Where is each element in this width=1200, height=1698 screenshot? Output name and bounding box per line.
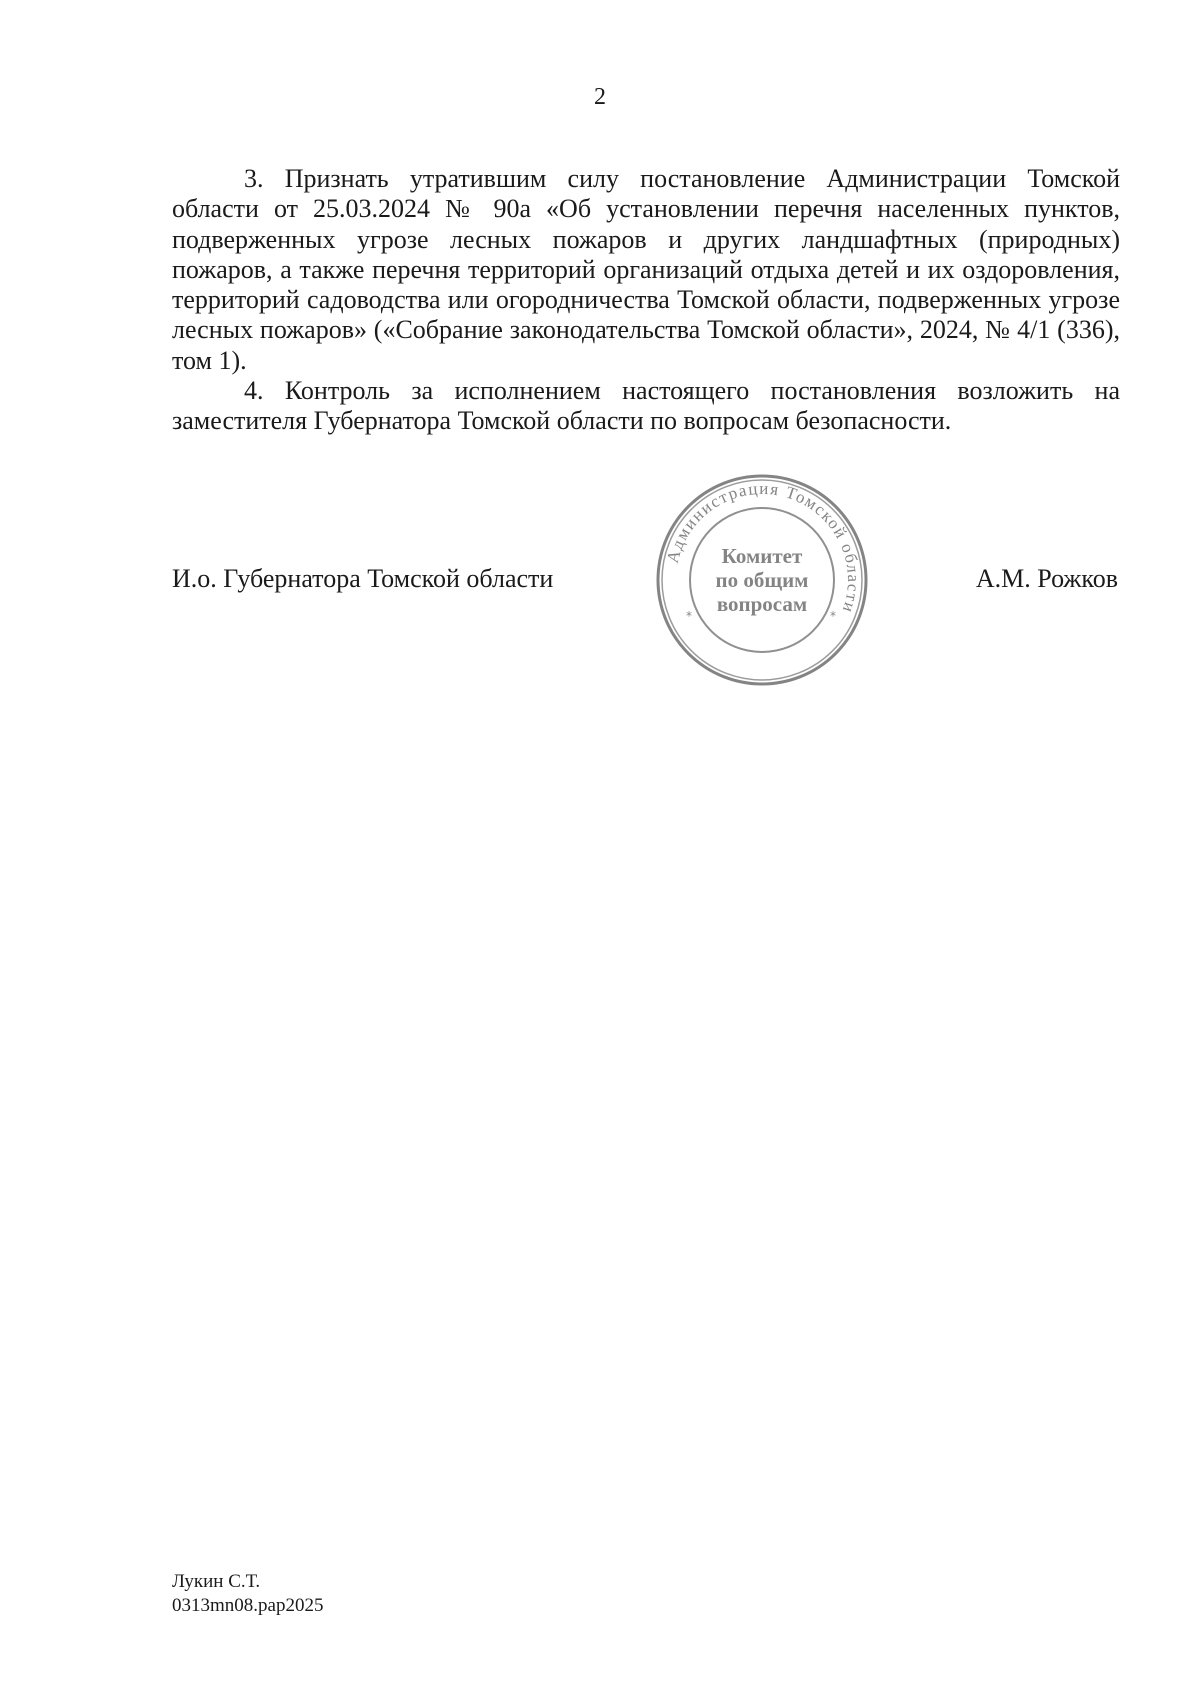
signatory-position: И.о. Губернатора Томской области: [172, 564, 554, 593]
seal-star-icon-left: *: [686, 609, 692, 623]
seal-center-line-3: вопросам: [716, 592, 808, 616]
signatory-name: А.М. Рожков: [975, 564, 1118, 593]
seal-ring-text: Администрация Томской области: [662, 478, 864, 617]
executor-name: Лукин С.Т.: [172, 1571, 261, 1592]
official-seal-stamp: [652, 470, 872, 690]
seal-star-icon-right: *: [830, 609, 836, 623]
paragraph-3: 3. Признать утратившим силу постановление Администрации Томской области от 25.03.2024 № 90а «Об установлении перечня населенных пунктов, подверженных угрозе лесных пожаров и других ландшафтных (природных) пожаров, а также перечня территорий организаций отдыха детей и их оздоровления, территорий садоводства или огородничества Томской области, подверженных угрозе лесных пожаров» («Собрание законодательства Томской области», 2024, № 4/1 (336), том 1).: [172, 164, 1120, 375]
seal-center-line-2: по общим: [715, 568, 809, 592]
executor-file-code: 0313mn08.pap2025: [172, 1595, 324, 1616]
executor-block: [172, 1570, 323, 1618]
seal-center-line-1: Комитет: [721, 544, 803, 568]
paragraph-4: 4. Контроль за исполнением настоящего постановления возложить на заместителя Губернатора Томской области по вопросам безопасности.: [172, 376, 1120, 436]
page-number: 2: [594, 84, 606, 110]
document-body: [172, 164, 1120, 437]
